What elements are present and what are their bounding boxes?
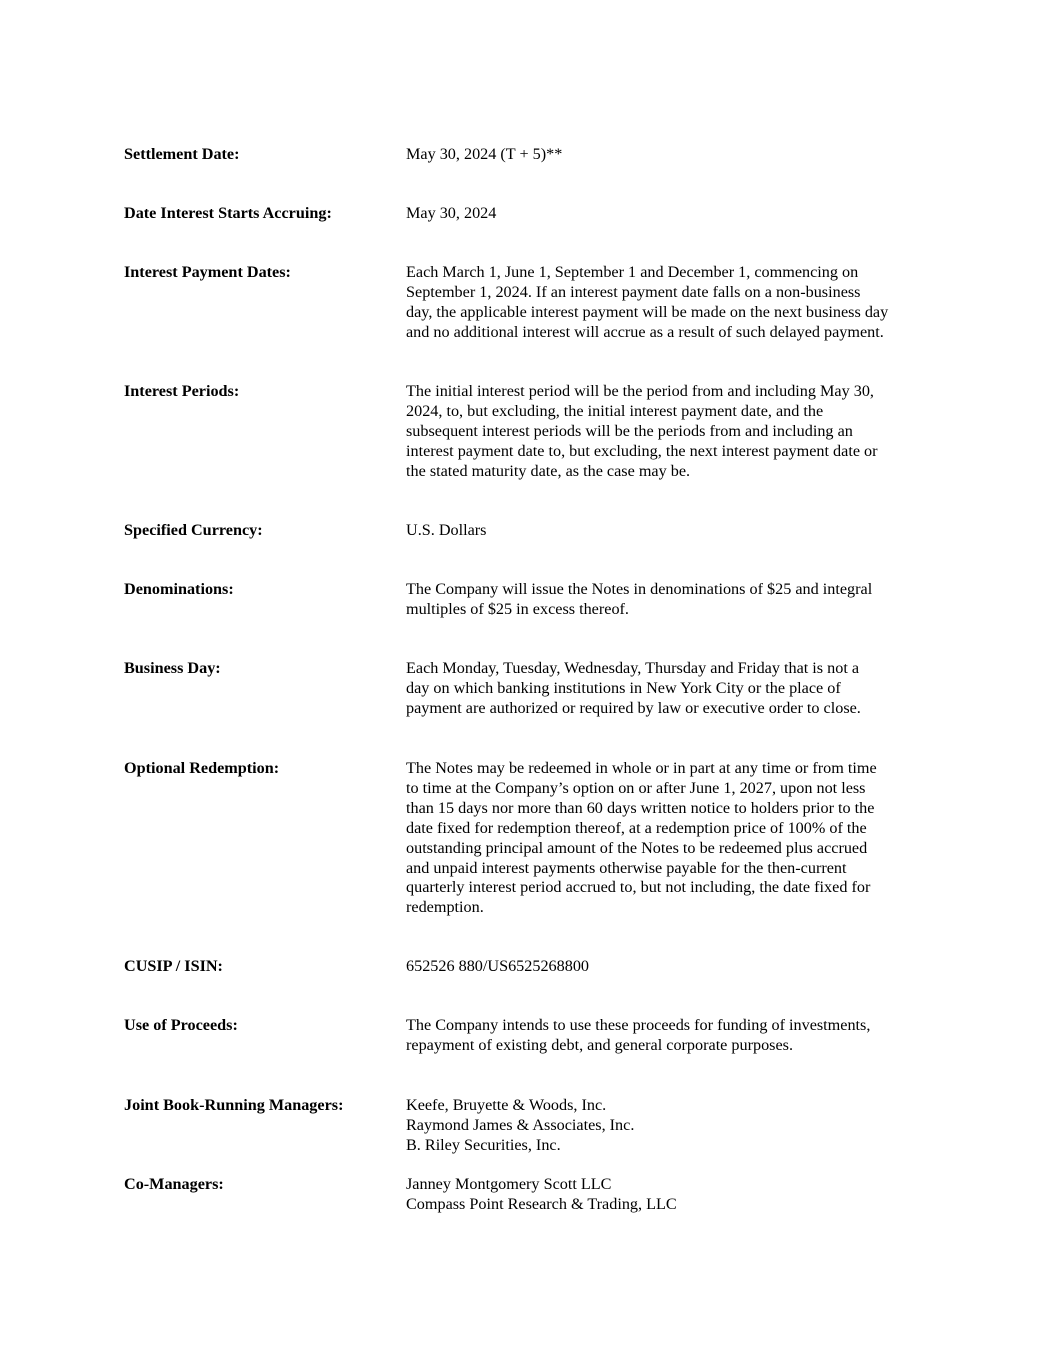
value-line: September 1, 2024. If an interest payment date falls on a non-business — [406, 282, 861, 301]
value-line: Janney Montgomery Scott LLC — [406, 1175, 612, 1193]
value-line: 2024, to, but excluding, the initial interest payment date, and the — [406, 401, 824, 420]
value-line: redemption. — [406, 898, 484, 917]
value-line: quarterly interest period accrued to, but not including, the date fixed for — [406, 878, 871, 897]
value-line: Each Monday, Tuesday, Wednesday, Thursday and Friday that is not a — [406, 659, 860, 677]
term-use-of-proceeds — [124, 1016, 934, 1056]
term-label: Denominations: — [124, 580, 234, 598]
value-line: The Company intends to use these proceeds for funding of investments, — [406, 1016, 871, 1034]
term-cusip-isin — [124, 957, 934, 977]
value-line: subsequent interest periods will be the periods from and including an — [406, 421, 853, 440]
term-value — [406, 659, 934, 719]
term-value — [406, 382, 934, 482]
term-value — [406, 1175, 934, 1215]
value-line: to time at the Company’s option on or after June 1, 2027, upon not less — [406, 778, 866, 797]
term-value — [406, 957, 934, 977]
value-line: Compass Point Research & Trading, LLC — [406, 1194, 677, 1213]
value-line: 652526 880/US6525268800 — [406, 957, 590, 975]
term-label: Optional Redemption: — [124, 759, 280, 777]
value-line: day on which banking institutions in New York City or the place of — [406, 678, 841, 697]
value-line: date fixed for redemption thereof, at a redemption price of 100% of the — [406, 818, 867, 837]
term-value — [406, 263, 934, 343]
term-label: CUSIP / ISIN: — [124, 957, 223, 975]
value-line: B. Riley Securities, Inc. — [406, 1135, 561, 1154]
term-label: Interest Payment Dates: — [124, 263, 291, 281]
term-value — [406, 1096, 934, 1156]
term-specified-currency — [124, 521, 934, 541]
term-label: Business Day: — [124, 659, 221, 677]
value-line: and unpaid interest payments otherwise payable for the then-current — [406, 858, 847, 877]
term-interest-periods — [124, 382, 934, 482]
term-label: Co-Managers: — [124, 1175, 224, 1193]
value-line: May 30, 2024 — [406, 204, 497, 222]
term-denominations — [124, 580, 934, 620]
term-joint-book-running-managers — [124, 1096, 934, 1156]
value-line: multiples of $25 in excess thereof. — [406, 599, 629, 618]
term-label: Date Interest Starts Accruing: — [124, 204, 332, 222]
term-value — [406, 1016, 934, 1056]
term-value — [406, 759, 934, 918]
term-optional-redemption — [124, 759, 934, 918]
term-date-interest-starts-accruing — [124, 204, 934, 224]
value-line: interest payment date to, but excluding, the next interest payment date or — [406, 441, 878, 460]
term-label: Interest Periods: — [124, 382, 240, 400]
term-value — [406, 521, 934, 541]
term-value — [406, 204, 934, 224]
value-line: than 15 days nor more than 60 days written notice to holders prior to the — [406, 798, 875, 817]
term-value — [406, 145, 934, 165]
value-line: The Company will issue the Notes in denominations of $25 and integral — [406, 580, 873, 598]
value-line: and no additional interest will accrue as a result of such delayed payment. — [406, 322, 884, 341]
value-line: The Notes may be redeemed in whole or in part at any time or from time — [406, 759, 877, 777]
value-line: U.S. Dollars — [406, 521, 487, 539]
term-label: Settlement Date: — [124, 145, 240, 163]
value-line: Raymond James & Associates, Inc. — [406, 1115, 635, 1134]
term-value — [406, 580, 934, 620]
term-label: Specified Currency: — [124, 521, 263, 539]
value-line: repayment of existing debt, and general corporate purposes. — [406, 1035, 794, 1054]
value-line: Keefe, Bruyette & Woods, Inc. — [406, 1096, 607, 1114]
term-settlement-date — [124, 145, 934, 165]
term-interest-payment-dates — [124, 263, 934, 343]
term-label: Use of Proceeds: — [124, 1016, 238, 1034]
term-label: Joint Book-Running Managers: — [124, 1096, 344, 1114]
value-line: Each March 1, June 1, September 1 and December 1, commencing on — [406, 263, 859, 281]
value-line: the stated maturity date, as the case may be. — [406, 461, 691, 480]
value-line: outstanding principal amount of the Notes to be redeemed plus accrued — [406, 838, 868, 857]
term-business-day — [124, 659, 934, 719]
term-co-managers — [124, 1175, 934, 1215]
value-line: The initial interest period will be the period from and including May 30, — [406, 382, 874, 400]
value-line: payment are authorized or required by law or executive order to close. — [406, 698, 861, 717]
value-line: day, the applicable interest payment will be made on the next business day — [406, 302, 889, 321]
value-line: May 30, 2024 (T + 5)** — [406, 145, 563, 163]
